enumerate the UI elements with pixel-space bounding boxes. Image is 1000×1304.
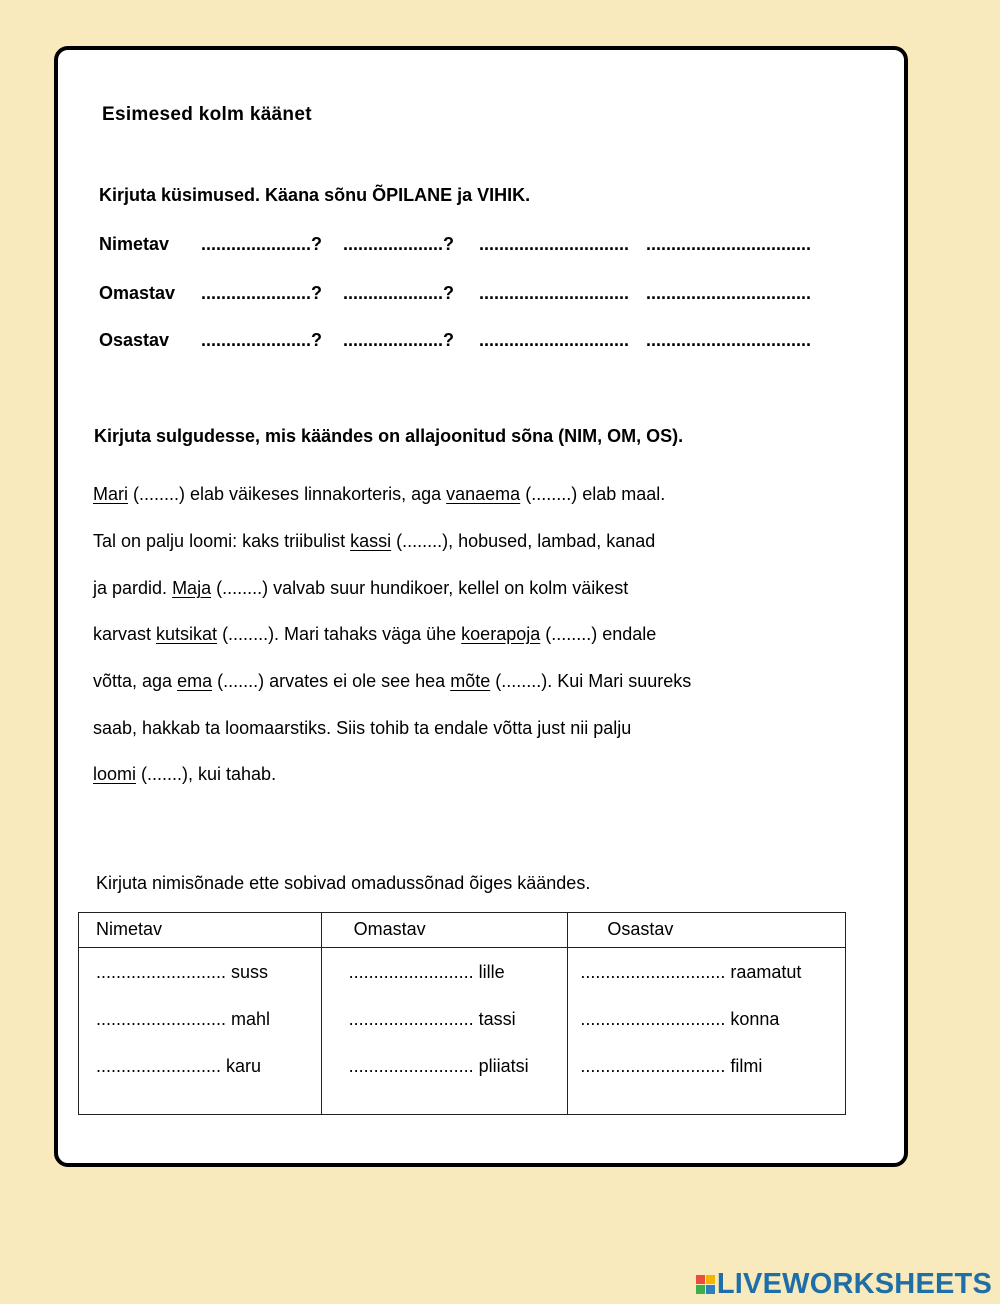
sentence-text[interactable]: (........) elab maal. [520,484,666,504]
table-cell [79,948,322,1115]
underlined-word: ema [177,671,213,691]
underlined-word: vanaema [446,484,521,504]
paragraph-line [93,484,665,505]
declension-row-omastav [99,283,811,304]
case-label: Omastav [99,283,176,303]
table-header-row [79,913,846,948]
declension-row-osastav [99,330,811,351]
answer-blank[interactable]: ....................? [343,330,455,350]
answer-blank[interactable]: ....................? [343,234,455,254]
sentence-text[interactable]: (........) endale [540,624,657,644]
adjective-table [78,912,846,1115]
case-label: Nimetav [99,234,170,254]
underlined-word: kassi [350,531,392,551]
sentence-text[interactable]: (........). Kui Mari suureks [490,671,692,691]
answer-blank[interactable]: .............................. [479,330,630,350]
underlined-word: Maja [172,578,212,598]
sentence-text[interactable]: (.......) arvates ei ole see hea [212,671,451,691]
table-cell [321,948,568,1115]
paragraph-line [93,578,628,599]
sentence-text: võtta, aga [93,671,178,691]
fill-item[interactable]: ............................. filmi [580,1056,763,1076]
sentence-text: saab, hakkab ta loomaarstiks. Siis tohib ta endale võtta just nii palju [93,718,632,738]
sentence-text[interactable]: (........). Mari tahaks väga ühe [217,624,462,644]
paragraph-line [93,531,655,552]
answer-blank[interactable]: .............................. [479,283,630,303]
answer-blank[interactable]: ....................? [343,283,455,303]
sentence-text[interactable]: (........) valvab suur hundikoer, kellel on kolm väikest [211,578,629,598]
paragraph-line [93,671,691,692]
table-cell [568,948,846,1115]
answer-blank[interactable]: ................................. [646,330,812,350]
worksheet-title: Esimesed kolm käänet [102,104,312,125]
column-header: Osastav [568,913,846,948]
underlined-word: Mari [93,484,128,504]
case-label: Osastav [99,330,170,350]
fill-item[interactable]: ......................... lille [348,962,505,982]
column-header: Nimetav [79,913,322,948]
brand-name: LIVEWORKSHEETS [716,1267,992,1300]
liveworksheets-logo-icon [696,1275,715,1294]
answer-blank[interactable]: .............................. [479,234,630,254]
fill-item[interactable]: .......................... suss [96,962,269,982]
sentence-text: Tal on palju loomi: kaks triibulist [93,531,351,551]
paragraph-line [93,764,276,785]
paragraph-line [93,718,631,739]
underlined-word: koerapoja [461,624,541,644]
paragraph-line [93,624,656,645]
answer-blank[interactable]: ................................. [646,283,812,303]
section1-instruction: Kirjuta küsimused. Käana sõnu ÕPILANE ja VIHIK. [99,185,531,205]
sentence-text: karvast [93,624,157,644]
fill-item[interactable]: .......................... mahl [96,1009,271,1029]
sentence-text[interactable]: (.......), kui tahab. [136,764,277,784]
answer-blank[interactable]: ......................? [201,330,323,350]
brand-watermark [696,1264,992,1304]
underlined-word: loomi [93,764,137,784]
fill-item[interactable]: ......................... karu [96,1056,262,1076]
section2-instruction: Kirjuta sulgudesse, mis käändes on allajoonitud sõna (NIM, OM, OS). [94,426,684,446]
column-header: Omastav [321,913,568,948]
sentence-text[interactable]: (........) elab väikeses linnakorteris, aga [128,484,447,504]
fill-item[interactable]: ............................. konna [580,1009,780,1029]
section3-instruction: Kirjuta nimisõnade ette sobivad omadussõnad õiges käändes. [96,873,591,893]
sentence-text[interactable]: (........), hobused, lambad, kanad [391,531,656,551]
underlined-word: mõte [450,671,491,691]
answer-blank[interactable]: ................................. [646,234,812,254]
answer-blank[interactable]: ......................? [201,234,323,254]
answer-blank[interactable]: ......................? [201,283,323,303]
fill-item[interactable]: ............................. raamatut [580,962,802,982]
sentence-text: ja pardid. [93,578,173,598]
underlined-word: kutsikat [156,624,218,644]
table-row [79,948,846,1115]
fill-item[interactable]: ......................... pliiatsi [348,1056,529,1076]
declension-row-nimetav [99,234,811,255]
fill-item[interactable]: ......................... tassi [348,1009,516,1029]
